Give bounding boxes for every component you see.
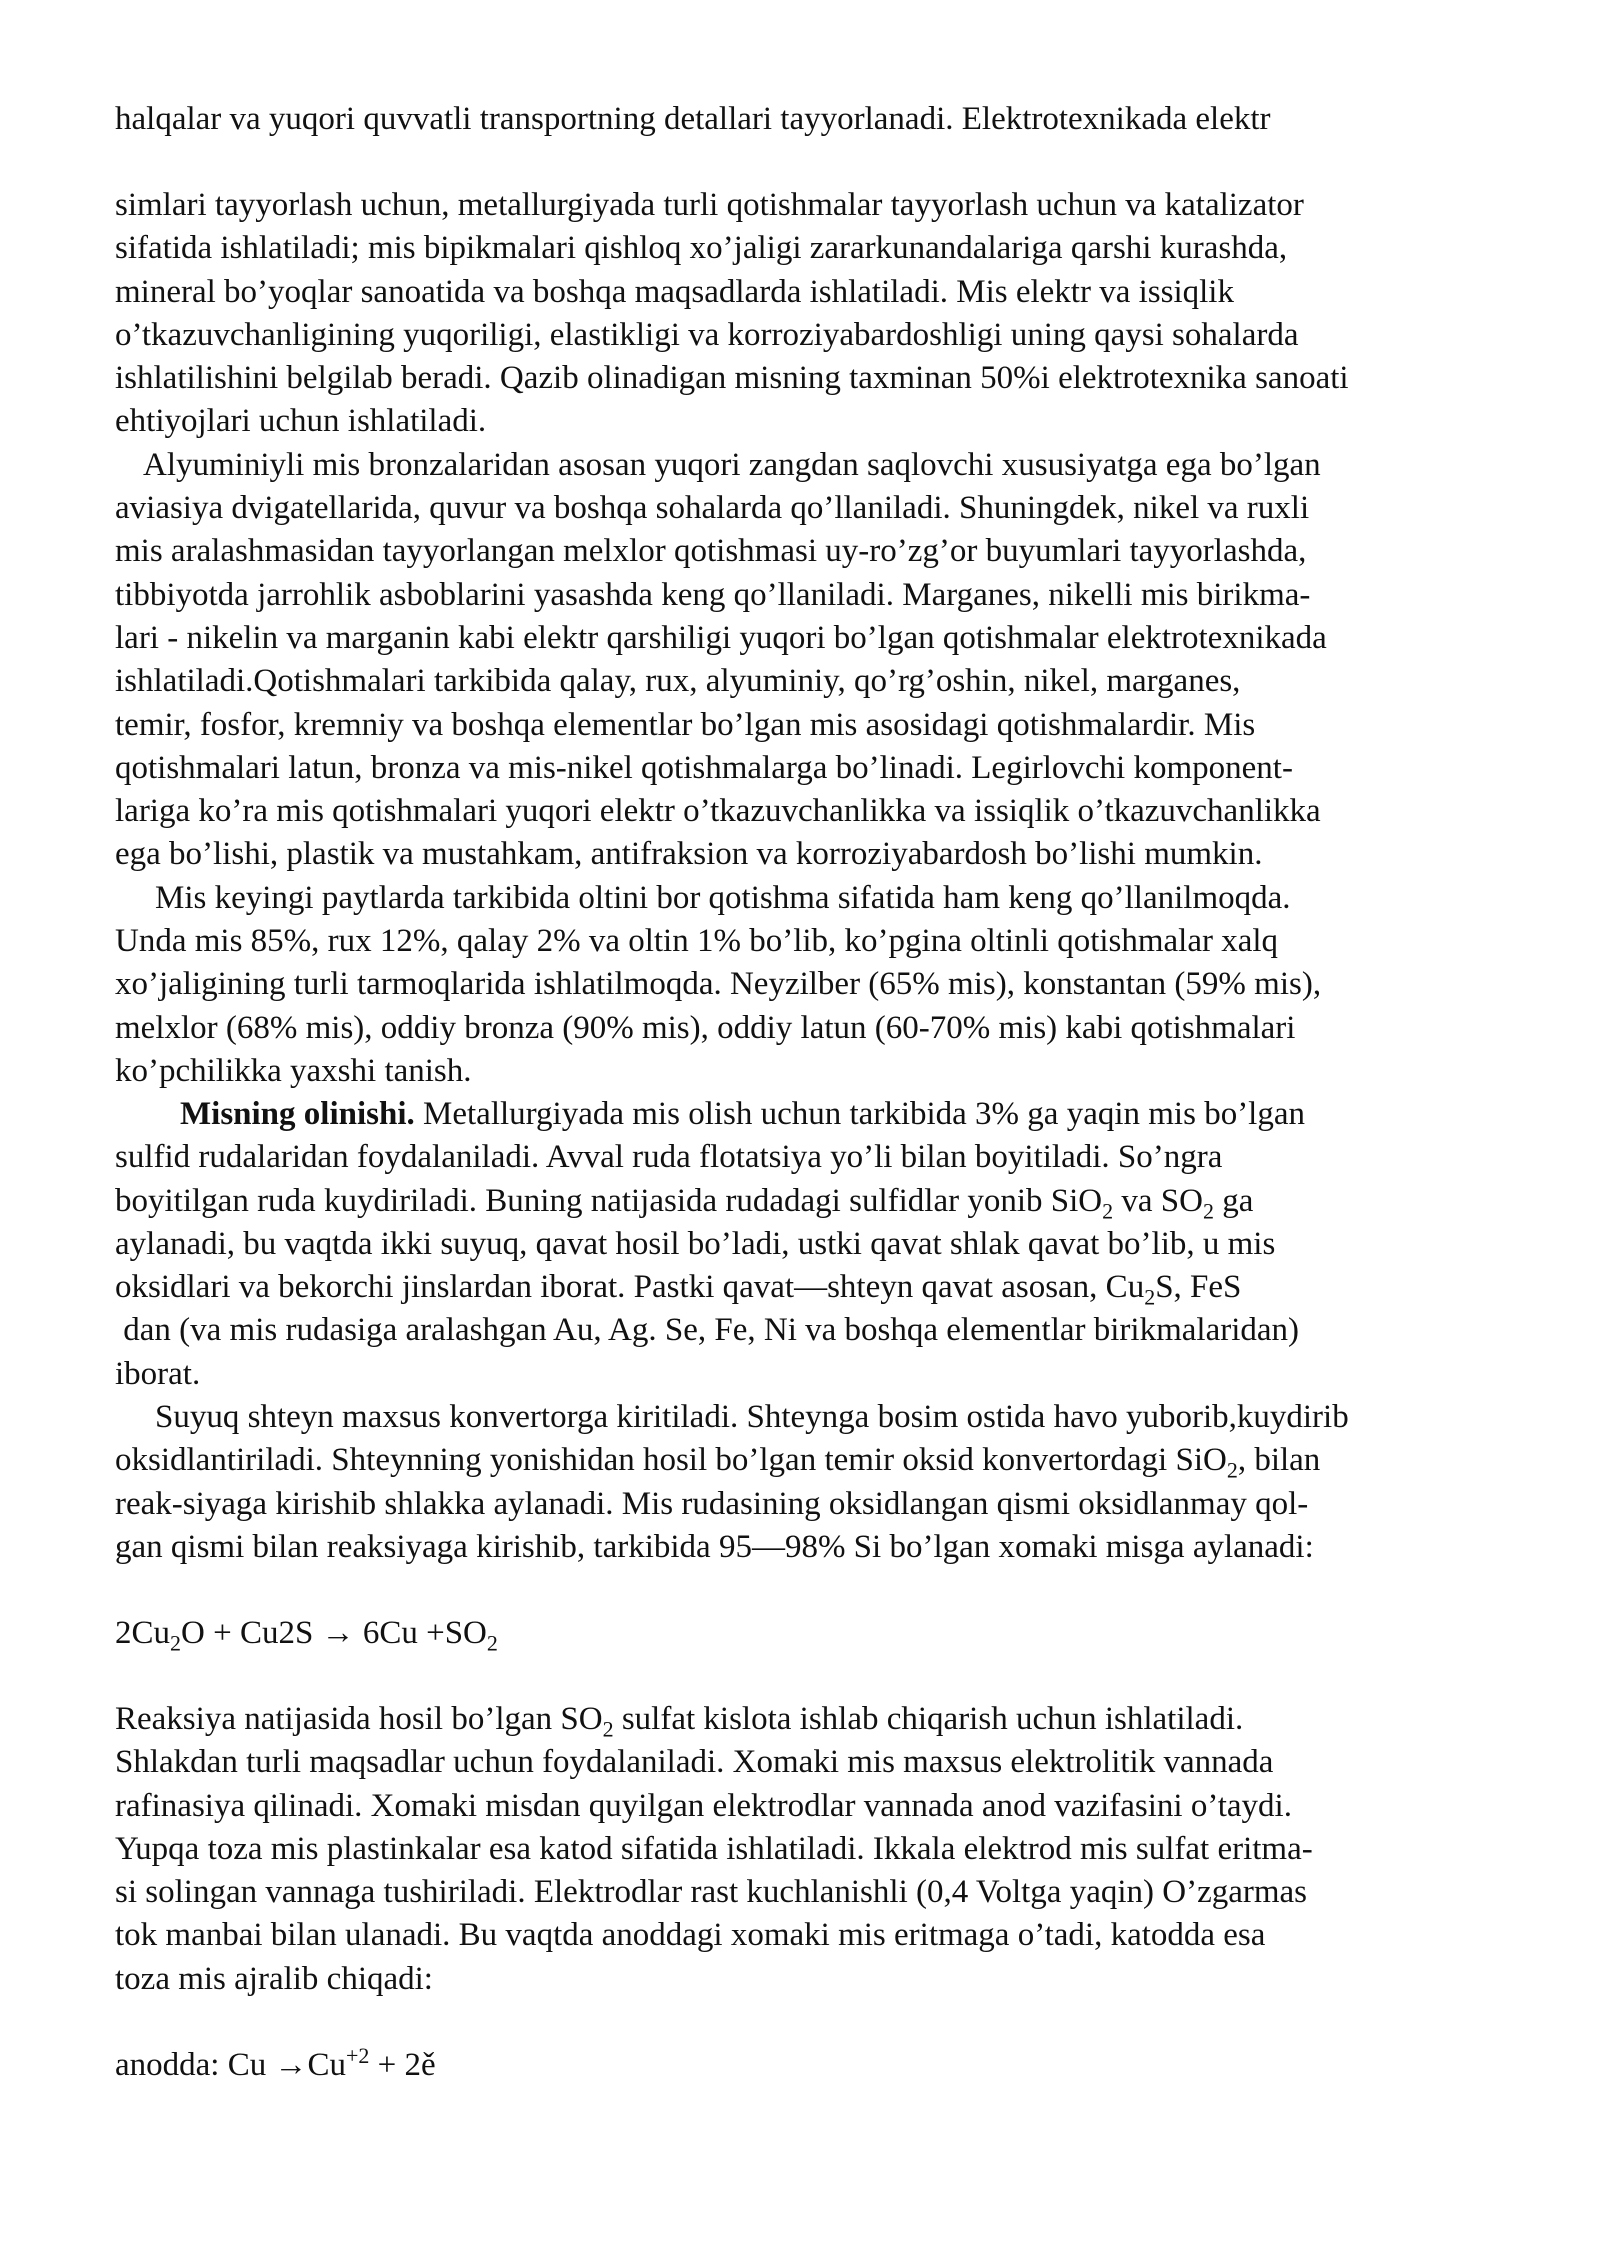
text-line: oksidlantiriladi. Shteynning yonishidan hosil bo’lgan temir oksid konvertordagi SiO$_2$, bilan [115, 1442, 1321, 1483]
text-line: Yupqa toza mis plastinkalar esa katod sifatida ishlatiladi. Ikkala elektrod mis sulfat eritma- [115, 1830, 1313, 1867]
text-line: Mis keyingi paytlarda tarkibida oltini bor qotishma sifatida ham keng qo’llanilmoqda. [155, 879, 1291, 916]
text-line: oksidlari va bekorchi jinslardan iborat. Pastki qavat—shteyn qavat asosan, $Cu_2S$, FeS [115, 1269, 1242, 1310]
text-line: o’tkazuvchanligining yuqoriligi, elastikligi va korroziyabardoshligi uning qaysi sohalarda [115, 316, 1299, 353]
paragraph-copper-uses [115, 184, 1535, 1093]
text-line: lariga ko’ra mis qotishmalari yuqori elektr o’tkazuvchanlikka va issiqlik o’tkazuvchanlikka [115, 793, 1321, 830]
text-line: xo’jaligining turli tarmoqlarida ishlatilmoqda. Neyzilber (65% mis), konstantan (59% mis), [115, 966, 1322, 1003]
text-line: dan (va mis rudasiga aralashgan Au, Ag. Se, Fe, Ni va boshqa elementlar birikmalaridan) [115, 1312, 1300, 1349]
text-line: si solingan vannaga tushiriladi. Elektrodlar rast kuchlanishli (0,4 Voltga yaqin) O’zgarmas [115, 1874, 1308, 1911]
text-line: rafinasiya qilinadi. Xomaki misdan quyilgan elektrodlar vannada anod vazifasini o’taydi. [115, 1787, 1292, 1824]
text-line: Suyuq shteyn maxsus konvertorga kiritiladi. Shteynga bosim ostida havo yuborib,kuydirib [155, 1399, 1349, 1436]
text-line: gan qismi bilan reaksiyaga kirishib, tarkibida 95—98% Si bo’lgan xomaki misga aylanadi: [115, 1528, 1314, 1565]
chemical-equation: $2Cu_2O + Cu2S \to 6Cu +SO_2$ [115, 1615, 498, 1656]
text-line: halqalar va yuqori quvvatli transportning detallari tayyorlanadi. Elektrotexnikada elektr [115, 101, 1271, 137]
text-line: Shlakdan turli maqsadlar uchun foydalaniladi. Xomaki mis maxsus elektrolitik vannada [115, 1744, 1274, 1781]
equation-reduction [115, 1612, 1535, 1655]
text-line: qotishmalari latun, bronza va mis-nikel qotishmalarga bo’linadi. Legirlovchi komponent- [115, 749, 1293, 786]
text-line: mis aralashmasidan tayyorlangan melxlor qotishmasi uy-ro’zg’or buyumlari tayyorlashda, [115, 533, 1307, 570]
equation-anode [115, 2044, 1535, 2087]
text-line: sulfid rudalaridan foydalaniladi. Avval ruda flotatsiya yo’li bilan boyitiladi. So’ngra [115, 1139, 1223, 1176]
arrow-symbol: → [274, 2047, 308, 2083]
arrow-symbol: → [313, 1615, 363, 1651]
text-line: ega bo’lishi, plastik va mustahkam, antifraksion va korroziyabardosh bo’lishi mumkin. [115, 836, 1263, 873]
text-line: boyitilgan ruda kuydiriladi. Buning natijasida rudadagi sulfidlar yonib SiO$_2$ va $SO_2$ ga [115, 1182, 1254, 1224]
text-line: sifatida ishlatiladi; mis bipikmalari qishloq xo’jaligi zararkunandalariga qarshi kurashda, [115, 230, 1288, 267]
text-line: mineral bo’yoqlar sanoatida va boshqa maqsadlarda ishlatiladi. Mis elektr va issiqlik [115, 273, 1234, 310]
first-line [115, 98, 1535, 141]
text-line: iborat. [115, 1355, 201, 1392]
text-line: Alyuminiyli mis bronzalaridan asosan yuqori zangdan saqlovchi xususiyatga ega bo’lgan [143, 446, 1321, 483]
text-line: aylanadi, bu vaqtda ikki suyuq, qavat hosil bo’ladi, ustki qavat shlak qavat bo’lib, u mis [115, 1225, 1276, 1262]
text-line: ishlatiladi.Qotishmalari tarkibida qalay, rux, alyuminiy, qo’rg’oshin, nikel, marganes, [115, 663, 1241, 700]
text-line: ko’pchilikka yaxshi tanish. [115, 1052, 472, 1089]
text-line: tibbiyotda jarrohlik asboblarini yasashda keng qo’llaniladi. Marganes, nikelli mis birikma- [115, 576, 1311, 613]
text-line: tok manbai bilan ulanadi. Bu vaqtda anoddagi xomaki mis eritmaga o’tadi, katodda esa [115, 1917, 1266, 1954]
text-line: melxlor (68% mis), oddiy bronza (90% mis), oddiy latun (60-70% mis) kabi qotishmalari [115, 1009, 1296, 1046]
text-line: toza mis ajralib chiqadi: [115, 1960, 433, 1997]
text-line: Unda mis 85%, rux 12%, qalay 2% va oltin 1% bo’lib, ko’pgina oltinli qotishmalar xalq [115, 923, 1279, 960]
text-line: ehtiyojlari uchun ishlatiladi. [115, 403, 487, 440]
text-line: reak-siyaga kirishib shlakka aylanadi. Mis rudasining oksidlangan qismi oksidlanmay qol- [115, 1485, 1309, 1522]
text-line: ishlatilishini belgilab beradi. Qazib olinadigan misning taxminan 50%i elektrotexnika sanoati [115, 360, 1349, 397]
chemical-equation: anodda: $Cu \to Cu^{+2}$ + 2ě [115, 2043, 436, 2083]
text-line: Reaksiya natijasida hosil bo’lgan $SO_2$ sulfat kislota ishlab chiqarish uchun ishlatiladi. [115, 1701, 1244, 1742]
text-line: Misning olinishi. Metallurgiyada mis olish uchun tarkibida 3% ga yaqin mis bo’lgan [180, 1096, 1305, 1132]
paragraph-copper-production [115, 1093, 1535, 1569]
text-line: temir, fosfor, kremniy va boshqa elementlar bo’lgan mis asosidagi qotishmalardir. Mis [115, 706, 1256, 743]
text-line: aviasiya dvigatellarida, quvur va boshqa sohalarda qo’llaniladi. Shuningdek, nikel va ruxli [115, 490, 1310, 527]
text-line: lari - nikelin va marganin kabi elektr qarshiligi yuqori bo’lgan qotishmalar elektrotexnikada [115, 619, 1327, 656]
text-line: simlari tayyorlash uchun, metallurgiyada turli qotishmalar tayyorlash uchun va katalizator [115, 187, 1304, 223]
paragraph-refining [115, 1698, 1535, 2001]
section-heading: Misning olinishi. [180, 1096, 415, 1132]
